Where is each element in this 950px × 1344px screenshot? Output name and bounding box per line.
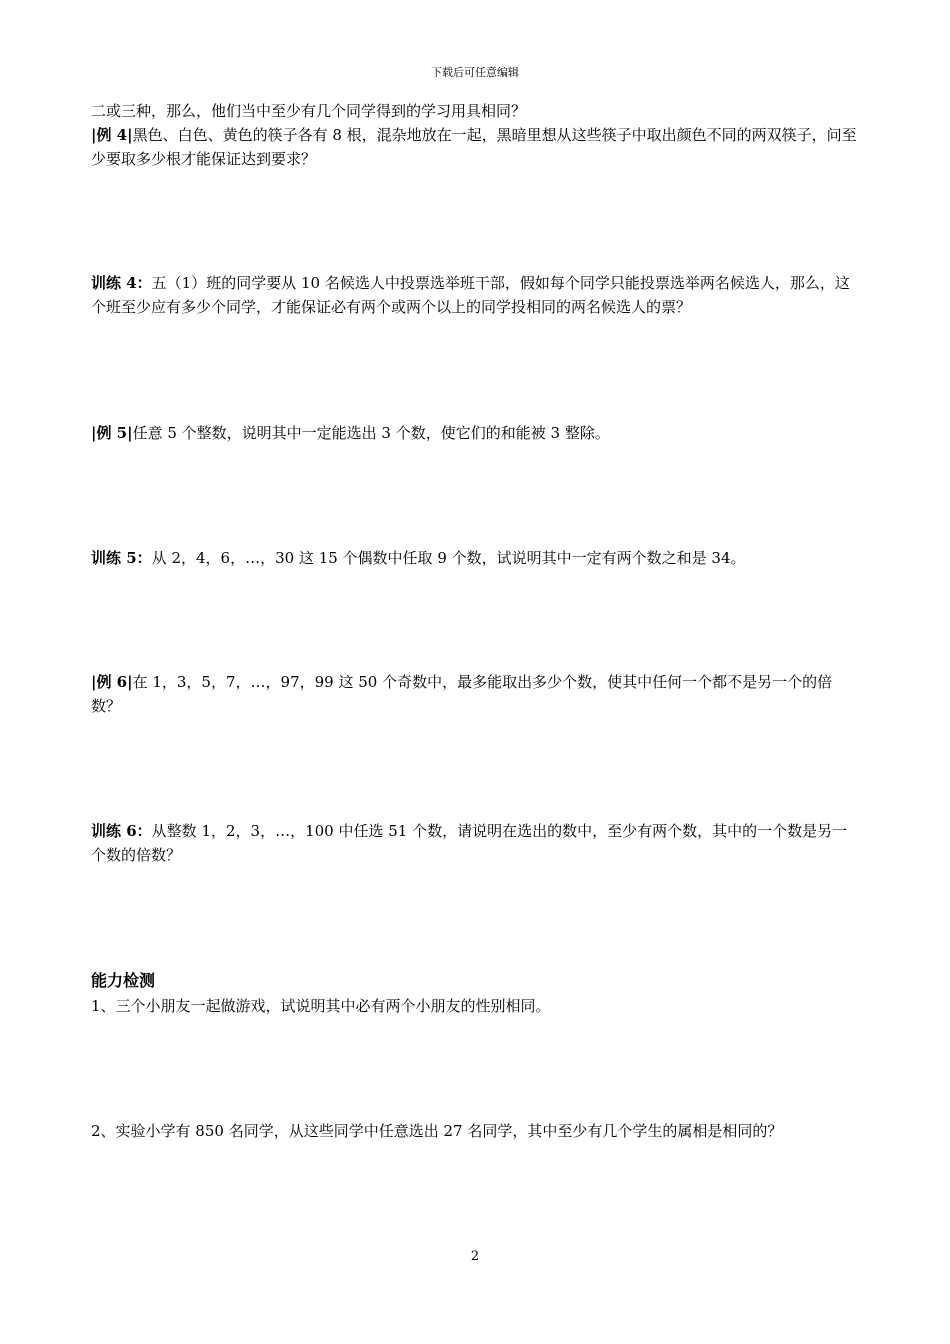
- example-label: |例 4|: [91, 126, 133, 144]
- page-number: 2: [470, 1249, 480, 1264]
- exercise-label: 训练 6：: [91, 822, 152, 840]
- exercise-6: [91, 819, 861, 867]
- exercise-label: 训练 4：: [91, 274, 152, 292]
- exercise-text: 从 2，4，6，…，30 这 15 个偶数中任取 9 个数，试说明其中一定有两个数之和是 34。: [151, 549, 746, 567]
- exercise-label: 训练 5：: [91, 549, 152, 567]
- example-text: 在 1，3，5，7，…，97，99 这 50 个奇数中，最多能取出多少个数，使其中任何一个都不是另一个的倍数？: [91, 673, 833, 715]
- exercise-4: [91, 271, 861, 319]
- section-title: 能力检测: [91, 971, 156, 990]
- exercise-text: 从整数 1，2，3，…，100 中任选 51 个数，请说明在选出的数中，至少有两个数，其中的一个数是另一个数的倍数？: [91, 822, 848, 864]
- page-header: 下载后可任意编辑: [431, 66, 519, 79]
- example-label: |例 5|: [91, 424, 133, 442]
- example-4: [91, 123, 861, 171]
- ability-question-2: 2、实验小学有 850 名同学，从这些同学中任意选出 27 名同学，其中至少有几个学生的属相是相同的？: [91, 1122, 783, 1140]
- paragraph-text: 二或三种，那么，他们当中至少有几个同学得到的学习用具相同？: [91, 102, 527, 120]
- example-text: 黑色、白色、黄色的筷子各有 8 根，混杂地放在一起，黑暗里想从这些筷子中取出颜色不同的两双筷子，问至少要取多少根才能保证达到要求？: [91, 126, 857, 168]
- continued-paragraph: [91, 99, 861, 123]
- example-text: 任意 5 个整数，说明其中一定能选出 3 个数，使它们的和能被 3 整除。: [132, 424, 610, 442]
- ability-question-1: 1、三个小朋友一起做游戏，试说明其中必有两个小朋友的性别相同。: [91, 997, 551, 1015]
- example-label: |例 6|: [91, 673, 133, 691]
- example-5: [91, 421, 861, 445]
- exercise-text: 五（1）班的同学要从 10 名候选人中投票选举班干部，假如每个同学只能投票选举两名候选人，那么，这个班至少应有多少个同学，才能保证必有两个或两个以上的同学投相同的两名候选人的票？: [91, 274, 850, 316]
- example-6: [91, 670, 861, 718]
- exercise-5: [91, 546, 861, 570]
